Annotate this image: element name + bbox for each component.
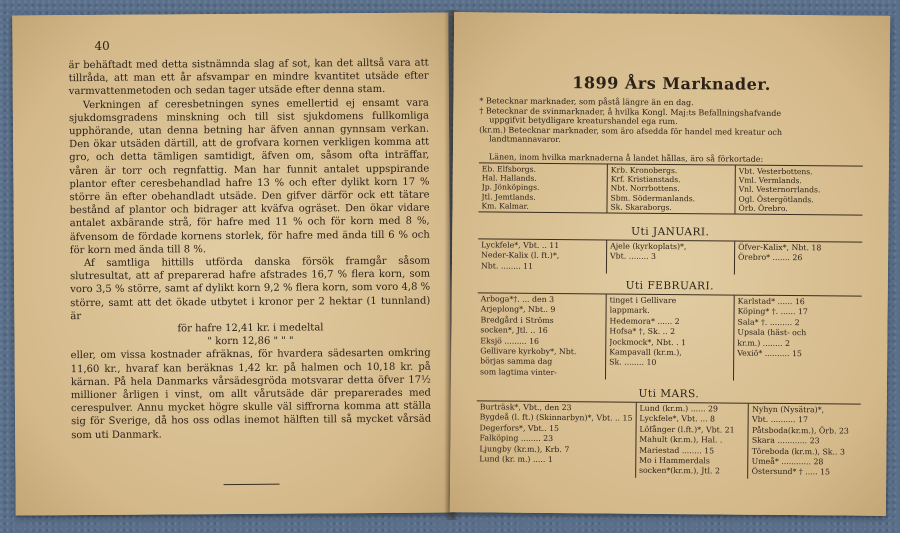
market-entry: Vexiö* .......... 15: [737, 348, 802, 359]
market-entry: som lagtima vinter-: [480, 367, 557, 377]
market-entry: tinget i Gellivare: [609, 295, 677, 306]
market-entry: Upsala (häst- och: [737, 327, 807, 338]
market-entry: Töreboda (kr.m.), Sk.. 3: [751, 446, 845, 457]
paragraph: eller, om vissa kostnader afräknas, för hvardera sädesarten omkring 11,60 kr., hvaraf kan beräknas 1,42 kr. på halmen och 10,18 kr. på kärnan. På hela Danmarks vårsädesgröda motsvarar detta öfver 17½ millioner årligen i vinst, om allt vårutsäde där preparerades med cerespulver. Annu mycket högre skulle väl siffrorna komma att ställa sig för Sverige, då hos oss odlas inemot hälften till så mycket vårsäd som uti Danmark.: [70, 348, 432, 441]
market-entry: Öfver-Kalix*, Nbt. 18: [738, 242, 822, 253]
market-entry: socken*(kr.m.), Jtl. 2: [638, 466, 720, 476]
lan-item: Krf. Kristianstads.: [610, 174, 681, 185]
market-entry: Degerfors*, Vbt.. 15: [479, 423, 560, 433]
lan-item: Eb. Elfsborgs.: [481, 164, 537, 174]
lan-item: Hal. Hallands.: [481, 173, 537, 184]
market-entry: Lund (kr. m.) ..... 1: [479, 454, 553, 465]
market-table-februari: [477, 292, 862, 382]
market-entry: Bredgård i Ströms: [480, 315, 554, 325]
lan-item: Sk. Skaraborgs.: [610, 202, 672, 212]
market-entry: Jockmock*, Nbt. . 1: [609, 337, 687, 347]
market-entry: Eksjö ......... 16: [480, 335, 540, 346]
legend-line: uppgifvit betydligare kreaturshandel ega rum.: [489, 115, 678, 127]
center-line: för hafre 12,41 kr. i medeltal: [177, 322, 324, 335]
market-entry: Lyckfele*, Vbt. .. 11: [481, 240, 560, 251]
legend-line: * Betecknar marknader, som påstå längre än en dag.: [479, 96, 694, 108]
paragraph: Verkningen af ceresbetningen synes emellertid ej ensamt vara sjukdomsgradens minskning och till sist sjukdomens fullkomliga upphörande, utan denna betning har äfven annan gynnsam verkan. Den ökar utsäden därtill, att de grofvara kornen verkligen komma att gro, och detta tämligen samtidigt, äfven om, såsom ofta inträffar, våren är torr och regnfattig. Man har funnit antalet uppspirande plantor efter ceresbehandlad hafre 13 % och efter dylikt korn 17 % större än efter obehandladt utsäde. Den gifver därför ock ett tätare bestånd af plantor och bidrager att kväfva ogräset. Den ökar vidare antalet axbärande strå, för hafre med 11 % och för korn med 8 %, äfvensom de fördade kornens storlek, för hafre med ända till 6 % och för korn med ända till 8 %.: [68, 97, 430, 256]
market-entry: Nbt. ........ 11: [480, 261, 534, 271]
market-column: [733, 296, 862, 382]
market-entry: Mariestad ........ 15: [639, 445, 715, 456]
lan-intro: Länen, inom hvilka marknaderna å landet hållas, äro så förkortade:: [488, 152, 764, 164]
market-entry: Sk. ........ 10: [609, 357, 657, 368]
legend-line: landtmannavaror.: [489, 134, 561, 145]
market-entry: Skara ............ 23: [751, 435, 820, 446]
right-page: [450, 12, 890, 516]
lan-item: Sbm. Södermanlands.: [610, 193, 696, 203]
lan-item: Vbt. Vesterbottens.: [738, 166, 813, 177]
lan-table: [478, 162, 862, 215]
lan-column: [734, 166, 862, 215]
market-column: [605, 294, 734, 380]
lan-column: [606, 164, 734, 213]
market-entry: kr.m.) ........ 2: [737, 338, 791, 348]
lan-item: Jtl. Jemtlands.: [481, 191, 536, 202]
market-entry: Ajele (kyrkoplats)*,: [610, 241, 687, 252]
market-entry: Köping* †. ...... 17: [737, 306, 808, 317]
market-column: [477, 293, 606, 379]
market-column: [606, 240, 734, 274]
market-entry: Arboga*†. ... den 3: [480, 294, 555, 304]
market-entry: Ljungby (kr.m.), Krb. 7: [479, 443, 570, 454]
lan-column: [478, 163, 606, 212]
page-number: 40: [94, 38, 110, 53]
market-entry: Nyhyn (Nysätra)*,: [752, 404, 825, 415]
market-column: [478, 239, 606, 273]
lan-item: Krb. Kronobergs.: [610, 165, 678, 176]
market-column: [635, 403, 748, 479]
lan-item: Nbt. Norrbottens.: [610, 183, 680, 194]
market-entry: börjas samma dag: [480, 356, 553, 367]
market-entry: Arjeplong*, Nbt.. 9: [480, 304, 556, 315]
lan-item: Örb. Örebro.: [738, 203, 788, 213]
market-entry: Gellivare kyrkoby*, Nbt.: [480, 346, 577, 357]
market-entry: Mahult (kr.m.), Hal. .: [639, 434, 723, 445]
month-heading-februari: Uti FEBRUARI.: [625, 279, 715, 293]
market-entry: Vbt. .......... 17: [751, 415, 808, 425]
market-entry: socken*, Jtl. .. 16: [480, 325, 548, 336]
paragraph: är behäftadt med detta sistnämnda slag af sot, kan det alltså vara att tillråda, att man ett år afsvampar en mindre kvantitet utsäde efter varmvattenmetoden och sedan tager utsäde efter denna stam.: [68, 57, 429, 98]
market-entry: Löfånger (l.ft.)*, Vbt. 21: [639, 424, 735, 435]
market-entry: Kampavall (kr.m.),: [609, 347, 682, 358]
market-entry: Hofsa* †, Sk. .. 2: [609, 326, 676, 337]
market-entry: Hedemora* ...... 2: [609, 316, 680, 326]
market-entry: Lund (kr.m.) ...... 29: [639, 403, 719, 414]
paragraph: Af samtliga hittills utförda danska försök framgår såsom slutresultat, att af preparerad hafre afstrades 16,7 % flera korn, som voro 3,5 % större, samt af dylikt korn 9,2 % flera korn, som voro 4,8 % större, samt att det ökade utbytet i kronor per 2 hektar (1 tunnland) är: [70, 255, 431, 322]
legend-line: † Betecknar de svinmarknader, å hvilka Kongl. Maj:ts Befallningshafvande: [479, 105, 782, 118]
market-entry: Bygdeå (l. ft.) (Skinnarbyn)*, Vbt. .. 15: [479, 412, 633, 424]
market-entry: Burträsk*, Vbt., den 23: [479, 402, 572, 413]
month-heading-mars: Uti MARS.: [638, 387, 700, 401]
market-entry: Umeå* ............ 28: [751, 456, 824, 467]
market-entry: Neder-Kalix (l. ft.)*,: [481, 250, 560, 261]
market-column: [476, 401, 635, 477]
left-page: [12, 12, 451, 515]
lan-item: Ogl. Östergötlands.: [738, 194, 814, 204]
market-table-mars: [476, 400, 861, 479]
page-title: 1899 Års Marknader.: [572, 73, 771, 94]
legend: [479, 96, 869, 147]
market-table-januari: [478, 238, 862, 276]
end-rule: [224, 484, 280, 485]
market-entry: Karlstad* ...... 16: [737, 296, 805, 307]
market-entry: Vbt. ........ 3: [610, 251, 657, 262]
market-entry: Falköping ........ 23: [479, 433, 554, 444]
body-text: [69, 57, 432, 442]
lan-item: Vml. Vermlands.: [738, 175, 802, 186]
center-line: " korn 12,86 " " ": [207, 335, 294, 348]
market-entry: Påtsboda(kr.m.), Örb. 23: [751, 425, 849, 436]
market-entry: Mo i Hammerdals: [639, 455, 710, 466]
market-entry: Lyckfele*, Vbt. ... 8: [639, 414, 716, 424]
lan-item: Vnl. Vesternorrlands.: [738, 185, 821, 195]
market-entry: lappmark.: [609, 305, 650, 316]
market-entry: Östersund* † ..... 15: [751, 467, 831, 477]
lan-item: Jp. Jönköpings.: [481, 182, 540, 193]
market-entry: Örebro* ....... 26: [738, 253, 803, 263]
month-heading-januari: Uti JANUARI.: [631, 225, 710, 239]
market-column: [748, 404, 861, 480]
lan-item: Km. Kalmar.: [481, 201, 529, 211]
legend-line: (kr.m.) Betecknar marknader, som äro afsedda för handel med kreatur och: [479, 125, 783, 137]
market-column: [734, 242, 862, 276]
market-entry: Sala* †. ......... 2: [737, 317, 800, 327]
